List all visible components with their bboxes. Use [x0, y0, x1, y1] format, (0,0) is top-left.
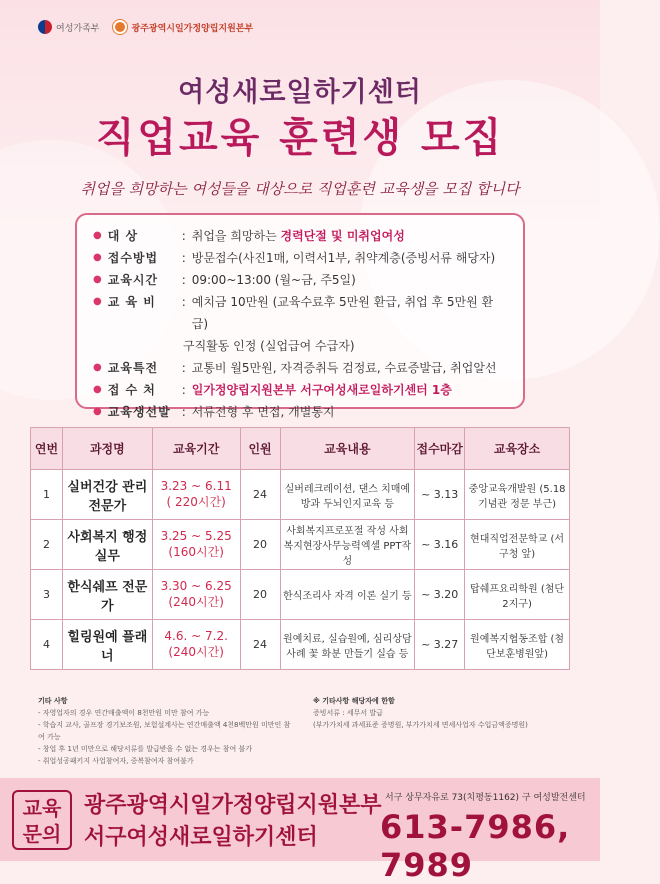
cell-no: 3: [31, 570, 63, 620]
colon: :: [181, 383, 186, 397]
column-header: 연번: [31, 428, 63, 470]
bullet-icon: ●: [93, 274, 102, 285]
table-row: [31, 570, 570, 620]
info-value: [192, 225, 507, 247]
footer: [0, 778, 600, 884]
cell-count: 20: [240, 520, 280, 570]
column-header: 과정명: [62, 428, 152, 470]
period-dates: 3.25 ~ 5.25: [160, 529, 232, 543]
info-label: 접 수 처: [107, 383, 156, 397]
cell-no: 1: [31, 470, 63, 520]
table-header-row: [31, 428, 570, 470]
column-header: 교육내용: [280, 428, 415, 470]
footer-center-name: 서구여성새로일하기센터: [84, 825, 318, 850]
course-table: [30, 427, 570, 670]
colon: :: [181, 251, 186, 265]
info-value: 교통비 월5만원, 자격증취득 검정료, 수료증발급, 취업알선: [191, 361, 497, 375]
cell-content: 실버레크레이션, 댄스 치매예방과 두뇌인지교육 등: [280, 470, 415, 520]
bullet-icon: ●: [93, 230, 102, 241]
cell-name: 실버건강 관리전문가: [62, 470, 152, 520]
notes-heading: ※ 기타사항 해당자에 한함: [313, 697, 395, 705]
cell-content: 원예치료, 실습원예, 심리상담 사례 꽃 화분 만들기 실습 등: [280, 620, 415, 670]
info-row-select: [93, 401, 507, 423]
cell-place: 원예복지협동조합 (첨단보훈병원앞): [465, 620, 570, 670]
column-header: 교육기간: [152, 428, 240, 470]
cell-count: 20: [240, 570, 280, 620]
cell-place: 탑쉐프요리학원 (첨단2지구): [465, 570, 570, 620]
cell-period: [152, 470, 240, 520]
bullet-icon: ●: [93, 252, 102, 263]
cell-place: 중앙교육개발원 (5.18기념관 정문 부근): [465, 470, 570, 520]
info-row-target: [93, 225, 507, 247]
note-line: - 창업 후 1년 미만으로 해당서류를 발급받을 수 없는 경우는 참여 불가: [38, 745, 253, 753]
info-value: 구직활동 인정 (실업급여 수급자): [183, 339, 355, 353]
note-line: - 자영업자의 경우 연간매출액이 8천만원 미만 참여 가능: [38, 709, 210, 717]
notes-section: [38, 695, 568, 767]
cell-place: 현대직업전문학교 (서구청 앞): [465, 520, 570, 570]
cell-deadline: ~ 3.13: [415, 470, 465, 520]
column-header: 인원: [240, 428, 280, 470]
cell-period: [152, 520, 240, 570]
footer-org-name: 광주광역시일가정양립지원본부: [84, 793, 382, 818]
agency-emblem-icon: [113, 20, 127, 34]
cell-deadline: ~ 3.16: [415, 520, 465, 570]
info-label: 접수방법: [107, 251, 159, 265]
bullet-icon: ●: [93, 296, 102, 307]
cell-period: [152, 620, 240, 670]
period-dates: 3.23 ~ 6.11: [160, 479, 232, 493]
info-label: 교육특전: [107, 361, 159, 375]
bullet-icon: ●: [93, 362, 102, 373]
ministry-logo: [38, 20, 99, 34]
notes-left: [38, 695, 293, 767]
center-title: 여성새로일하기센터: [178, 77, 422, 108]
cell-deadline: ~ 3.20: [415, 570, 465, 620]
period-hours: (160시간): [168, 545, 224, 559]
cell-content: 사회복지프로포절 작성 사회복지현장사무능력엑셀 PPT작성: [280, 520, 415, 570]
info-value: 09:00~13:00 (월~금, 주5일): [191, 273, 356, 287]
table-row: [31, 520, 570, 570]
info-label: 교육시간: [107, 273, 159, 287]
cell-count: 24: [240, 470, 280, 520]
info-row-perk: [93, 357, 507, 379]
bullet-icon: ●: [93, 406, 102, 417]
cell-period: [152, 570, 240, 620]
info-value: 예치금 10만원 (교육수료후 5만원 환급, 취업 후 5만원 환급): [191, 295, 494, 331]
target-text: 취업을 희망하는: [191, 229, 281, 243]
footer-phone[interactable]: 613-7986, 7989: [380, 808, 571, 884]
info-row-fee-extra: [93, 335, 507, 357]
notes-right: [313, 695, 568, 767]
cell-no: 2: [31, 520, 63, 570]
note-line: - 학습지 교사, 골프장 경기보조원, 보험설계사는 연간매출액 4천8백만원 미만인 참여 가능: [38, 721, 291, 741]
page-subtitle: 취업을 희망하는 여성들을 대상으로 직업훈련 교육생을 모집 합니다: [80, 180, 520, 198]
period-dates: 3.30 ~ 6.25: [160, 579, 232, 593]
info-row-time: [93, 269, 507, 291]
note-line: (부가가치세 과세표준 증명원, 부가가치세 면세사업자 수입금액증명원): [313, 721, 528, 729]
cell-content: 한식조리사 자격 이론 실기 등: [280, 570, 415, 620]
logo-bar: [38, 20, 253, 34]
footer-address: 서구 상무자유로 73(치평동1162) 구 여성발전센터: [385, 793, 586, 803]
column-header: 교육장소: [465, 428, 570, 470]
info-value: 서류전형 후 면접, 개별통지: [191, 405, 335, 419]
cell-name: 힐링원예 플래너: [62, 620, 152, 670]
info-box: [75, 213, 525, 419]
colon: :: [181, 229, 186, 243]
info-row-place: [93, 379, 507, 401]
info-row-fee: [93, 291, 507, 335]
table-row: [31, 620, 570, 670]
period-dates: 4.6. ~ 7.2.: [164, 629, 228, 643]
info-row-method: [93, 247, 507, 269]
target-highlight: 경력단절 및 미취업여성: [280, 229, 405, 243]
colon: :: [181, 405, 186, 419]
period-hours: (240시간): [168, 595, 224, 609]
ministry-name: 여성가족부: [56, 23, 100, 34]
info-value: 일가정양립지원본부 서구여성새로일하기센터 1층: [191, 383, 452, 397]
info-label: 교 육 비: [107, 295, 156, 309]
period-hours: ( 220시간): [166, 495, 226, 509]
cell-name: 한식쉐프 전문가: [62, 570, 152, 620]
agency-logo: [113, 20, 253, 34]
column-header: 접수마감: [415, 428, 465, 470]
bullet-icon: ●: [93, 384, 102, 395]
note-line: 증빙서류 : 세무서 발급: [313, 709, 383, 717]
inquiry-box: [12, 790, 72, 850]
info-value: 방문접수(사진1매, 이력서1부, 취약계층(증빙서류 해당자): [191, 251, 496, 265]
info-label: 교육생선발: [107, 405, 171, 419]
agency-name: 광주광역시일가정양립지원본부: [131, 23, 254, 34]
page-title: 직업교육 훈련생 모집: [95, 115, 505, 161]
cell-name: 사회복지 행정실무: [62, 520, 152, 570]
note-line: - 취업성공패키지 사업참여자, 중복참여자 참여불가: [38, 757, 194, 765]
colon: :: [181, 295, 186, 309]
inquiry-label-top: 교육: [22, 796, 62, 820]
colon: :: [181, 361, 186, 375]
period-hours: (240시간): [168, 645, 224, 659]
notes-heading: 기타 사항: [38, 697, 68, 705]
cell-no: 4: [31, 620, 63, 670]
cell-deadline: ~ 3.27: [415, 620, 465, 670]
colon: :: [181, 273, 186, 287]
cell-count: 24: [240, 620, 280, 670]
ministry-emblem-icon: [38, 20, 52, 34]
inquiry-label-bottom: 문의: [22, 822, 62, 846]
info-label: 대 상: [107, 229, 139, 243]
table-row: [31, 470, 570, 520]
